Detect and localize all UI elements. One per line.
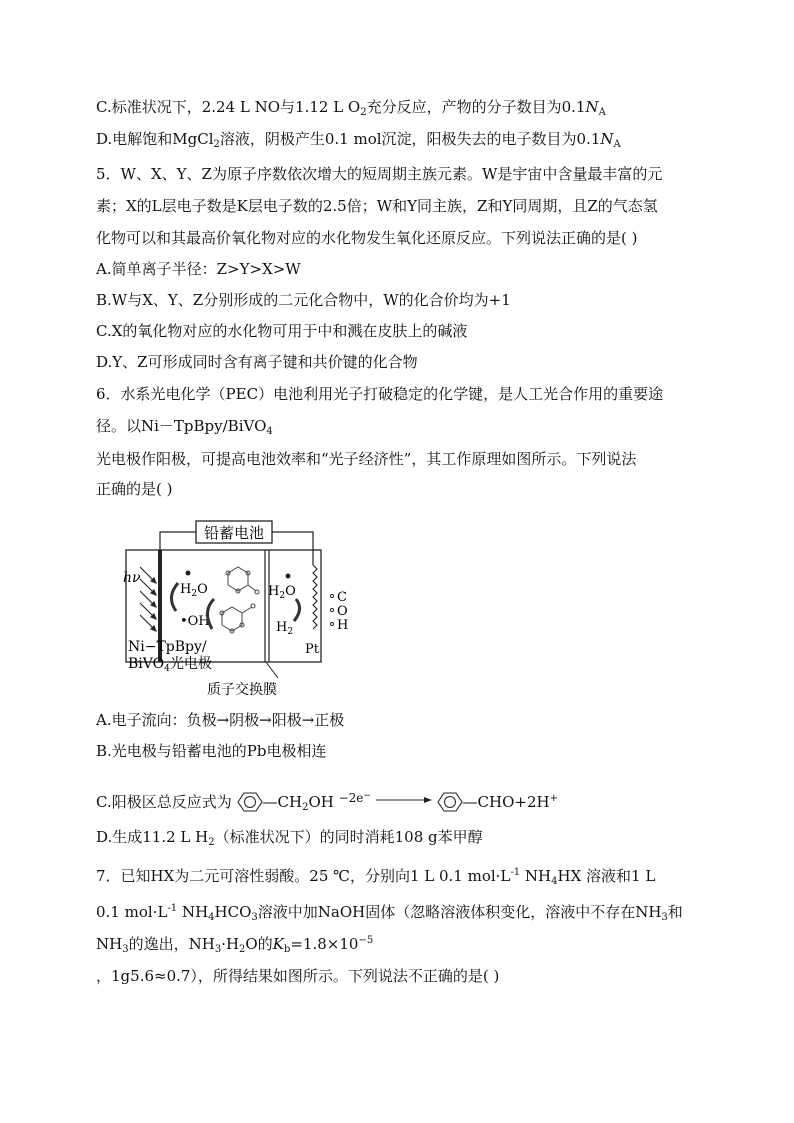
light-label: hν [123,570,141,586]
text: O的 [245,935,273,953]
legend-h: H [337,618,349,633]
text: C.标准状况下，2.24 L NO与1.12 L O [96,98,361,116]
legend-dot-h [330,622,333,625]
pt-electrode [313,565,317,629]
electrode-label-1: Ni−TpBpy/ [128,639,207,655]
q7-line-2 [96,898,683,929]
benzene-ring-icon [237,791,263,813]
subscript: 3 [214,944,222,955]
avogadro-symbol: N [585,98,599,116]
text: D.生成11.2 L H [96,828,209,846]
membrane-label: 质子交换膜 [207,682,277,698]
q5-option-a: A.简单离子半径：Z>Y>X>W [96,260,301,278]
text: D.电解饱和MgCl [96,130,214,148]
text: 0.1 mol·L [96,903,168,921]
reaction-arrow-1 [171,583,178,611]
subscript: A [598,107,606,118]
subscript: 2 [239,944,246,955]
q5-option-b: B.W与X、Y、Z分别形成的二元化合物中，W的化合价均为+1 [96,291,511,309]
q6-option-a: A.电子流向：负极→阴极→阳极→正极 [96,711,345,729]
subscript: b [283,944,291,955]
electron-term: −2e− [338,791,371,805]
light-arrows [140,567,156,631]
q6-option-b: B.光电极与铅蓄电池的Pb电极相连 [96,742,327,760]
subscript: 2 [208,837,215,848]
benzyl-alcohol-molecule [226,567,259,594]
legend-dot-o [330,608,333,611]
formula-text: CH [277,793,303,811]
battery-label: 铅蓄电池 [203,524,265,542]
text: C.阳极区总反应式为 [96,793,232,811]
q5-stem-line-3: 化物可以和其最高价氧化物对应的水化物发生氧化还原反应。下列说法正确的是( ) [96,229,638,247]
h2-label: $H_2$ [276,620,294,637]
h2o-left: $H_2O$ [180,582,208,599]
q4-option-d [96,128,621,156]
q5-option-c: C.X的氧化物对应的水化物可用于中和溅在皮肤上的碱液 [96,322,468,340]
superscript: -1 [167,903,178,914]
text: NH [181,903,209,921]
text: ·H [221,935,240,953]
text: 充分反应，产物的分子数目为0.1 [366,98,586,116]
formula-text: CHO [477,793,515,811]
text: 的逸出，NH [128,935,215,953]
electrode-label-2: BiVO$_4$光电极 [128,656,212,674]
q7-line-3 [96,930,373,961]
q5-stem-line-2: 素；X的L层电子数是K层电子数的2.5倍；W和Y同主族，Z和Y同周期，且Z的气态氢 [96,197,658,215]
subscript: 4 [208,912,215,923]
reaction-arrow-2 [207,599,214,629]
text: 和 [667,903,683,921]
pt-label: Pt [305,642,319,657]
q6-stem-line-3: 光电极作阳极，可提高电池效率和“光子经济性”，其工作原理如图所示。下列说法 [96,450,637,468]
electron-dot [186,571,191,576]
reaction-arrow-icon [376,795,432,805]
subscript: 4 [551,876,558,887]
text: HX 溶液和1 L [557,867,656,885]
subscript: 3 [251,912,258,923]
reaction-arrow-3 [294,599,300,621]
superscript: −5 [358,935,374,946]
subscript: 2 [302,802,309,813]
text: HCO [214,903,252,921]
superscript: -1 [510,867,521,878]
subscript: 2 [360,107,367,118]
membrane-pointer [266,662,278,678]
subscript: 4 [266,426,273,437]
subscript: A [613,139,621,150]
q7-line-1 [96,862,655,893]
avogadro-symbol: N [600,130,614,148]
subscript: 2 [213,139,220,150]
electron-dot-right [286,574,291,579]
benzene-ring-icon [437,791,463,813]
q6-option-d [96,826,483,854]
q6-option-c: C.阳极区总反应式为 $—CH_2OH$ $^{-2e^-}$ —CHO+2H+ [96,791,558,813]
q5-option-d: D.Y、Z可形成同时含有离子键和共价键的化合物 [96,353,418,371]
q4-option-c [96,96,606,124]
pec-cell-diagram [118,515,368,705]
text: 7．已知HX为二元可溶性弱酸。25 ℃，分别向1 L 0.1 mol·L [96,867,511,885]
text: 径。以Ni－TpBpy/BiVO [96,417,267,435]
q7-line-4: ，1g5.6≈0.7），所得结果如图所示。下列说法不正确的是( ) [96,967,500,985]
legend-dot-c [330,594,333,597]
q6-stem-line-1: 6．水系光电化学（PEC）电池利用光子打破稳定的化学键，是人工光合作用的重要途 [96,385,664,403]
legend-c: C [337,590,347,605]
subscript: 3 [661,912,668,923]
text: 溶液中加NaOH固体（忽略溶液体积变化，溶液中不存在NH [257,903,662,921]
hydroxyl-radical: •OH [180,614,210,629]
subscript: 3 [122,944,129,955]
wire-left [160,532,196,550]
text: NH [96,935,123,953]
h2o-right: $H_2O$ [268,584,296,601]
formula-text: OH [308,793,334,811]
text: 溶液，阴极产生0.1 mol沉淀，阳极失去的电子数目为0.1 [219,130,601,148]
formula-text: +2H [514,793,550,811]
q6-stem-line-2 [96,415,273,443]
kb-symbol: K [272,935,284,953]
text: （标准状况下）的同时消耗108 g苯甲醇 [214,828,483,846]
benzaldehyde-molecule [220,604,255,633]
superscript: + [549,793,558,804]
text: =1.8×10 [290,935,359,953]
legend-o: O [337,604,348,619]
wire-right [272,532,313,565]
q5-stem-line-1: 5．W、X、Y、Z为原子序数依次增大的短周期主族元素。W是宇宙中含量最丰富的元 [96,165,663,183]
q6-stem-line-4: 正确的是( ) [96,480,173,498]
text: NH [524,867,552,885]
